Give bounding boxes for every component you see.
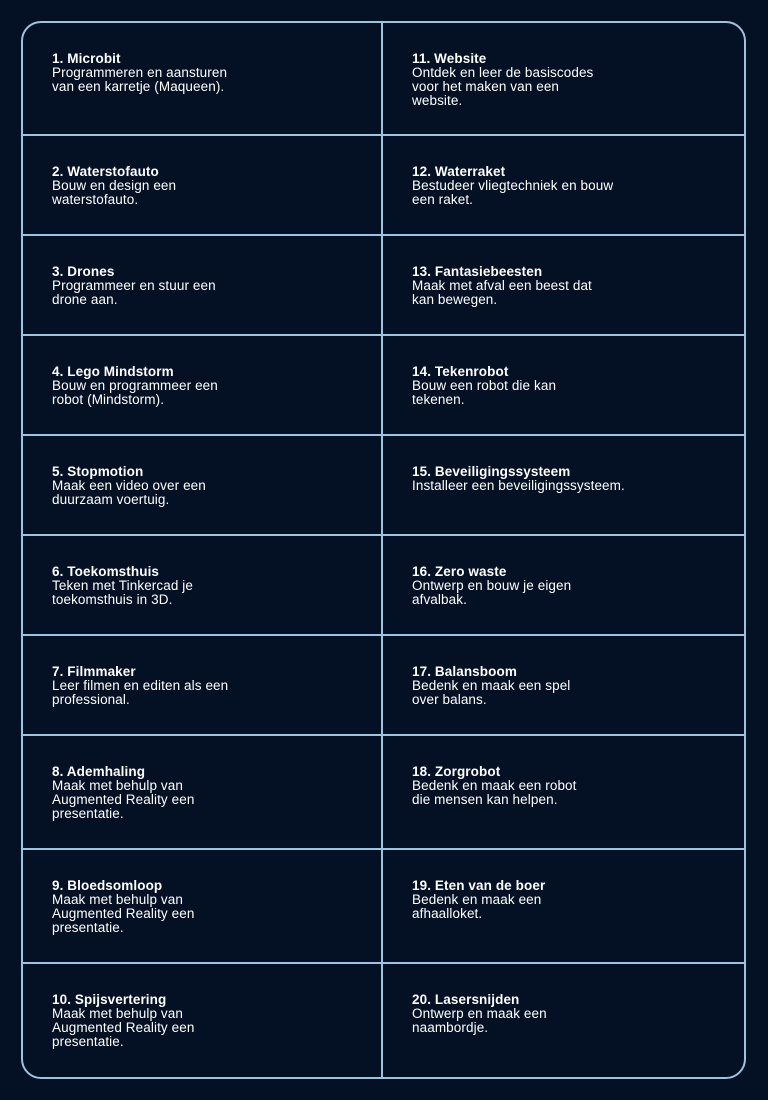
activity-description: Bestudeer vliegtechniek en bouw een raket. bbox=[412, 178, 614, 207]
activity-cell-18 bbox=[383, 736, 744, 850]
activity-cell-12 bbox=[383, 136, 744, 236]
activity-description: Ontwerp en bouw je eigen afvalbak. bbox=[412, 578, 572, 607]
activity-title: 13. Fantasiebeesten bbox=[412, 264, 543, 279]
activity-title: 11. Website bbox=[412, 51, 487, 66]
activity-cell-1 bbox=[23, 23, 383, 136]
activity-title: 17. Balansboom bbox=[412, 664, 517, 679]
activity-title: 5. Stopmotion bbox=[52, 464, 144, 479]
activity-title: 20. Lasersnijden bbox=[412, 992, 520, 1007]
activity-title: 16. Zero waste bbox=[412, 564, 507, 579]
activity-description: Bedenk en maak een robot die mensen kan helpen. bbox=[412, 778, 577, 807]
activity-cell-7 bbox=[23, 636, 383, 736]
activity-cell-9 bbox=[23, 850, 383, 964]
activity-description: Maak met behulp van Augmented Reality een presentatie. bbox=[52, 892, 195, 935]
activity-description: Maak met afval een beest dat kan bewegen. bbox=[412, 278, 592, 307]
activity-description: Maak met behulp van Augmented Reality een presentatie. bbox=[52, 778, 195, 821]
activity-title: 4. Lego Mindstorm bbox=[52, 364, 174, 379]
activity-cell-17 bbox=[383, 636, 744, 736]
activity-description: Ontwerp en maak een naambordje. bbox=[412, 1006, 547, 1035]
activity-description: Bouw en design een waterstofauto. bbox=[52, 178, 177, 207]
activity-description: Bedenk en maak een afhaalloket. bbox=[412, 892, 542, 921]
activity-cell-11 bbox=[383, 23, 744, 136]
activity-title: 7. Filmmaker bbox=[52, 664, 136, 679]
activity-title: 1. Microbit bbox=[52, 51, 121, 66]
activity-title: 19. Eten van de boer bbox=[412, 878, 546, 893]
activity-cell-20 bbox=[383, 964, 744, 1077]
activity-cell-15 bbox=[383, 436, 744, 536]
activity-description: Bouw een robot die kan tekenen. bbox=[412, 378, 557, 407]
activity-title: 18. Zorgrobot bbox=[412, 764, 501, 779]
activity-cell-3 bbox=[23, 236, 383, 336]
activity-cell-10 bbox=[23, 964, 383, 1077]
activity-title: 8. Ademhaling bbox=[52, 764, 146, 779]
activity-cell-4 bbox=[23, 336, 383, 436]
activity-description: Ontdek en leer de basiscodes voor het maken van een website. bbox=[412, 65, 594, 108]
activity-title: 3. Drones bbox=[52, 264, 115, 279]
activity-title: 15. Beveiligingssysteem bbox=[412, 464, 571, 479]
activity-description: Maak met behulp van Augmented Reality een presentatie. bbox=[52, 1006, 195, 1049]
activity-cell-16 bbox=[383, 536, 744, 636]
activity-title: 14. Tekenrobot bbox=[412, 364, 509, 379]
activity-cell-6 bbox=[23, 536, 383, 636]
activity-grid bbox=[21, 21, 746, 1079]
activity-cell-2 bbox=[23, 136, 383, 236]
activity-description: Installeer een beveiligingssysteem. bbox=[412, 478, 625, 493]
activity-description: Programmeer en stuur een drone aan. bbox=[52, 278, 216, 307]
activity-title: 9. Bloedsomloop bbox=[52, 878, 163, 893]
activity-cell-19 bbox=[383, 850, 744, 964]
activity-cell-13 bbox=[383, 236, 744, 336]
activity-title: 2. Waterstofauto bbox=[52, 164, 159, 179]
activity-title: 12. Waterraket bbox=[412, 164, 506, 179]
activity-title: 6. Toekomsthuis bbox=[52, 564, 160, 579]
activity-description: Leer filmen en editen als een professional. bbox=[52, 678, 229, 707]
activity-description: Teken met Tinkercad je toekomsthuis in 3D. bbox=[52, 578, 194, 607]
activity-cell-14 bbox=[383, 336, 744, 436]
activity-cell-8 bbox=[23, 736, 383, 850]
activity-description: Bouw en programmeer een robot (Mindstorm). bbox=[52, 378, 218, 407]
activity-cell-5 bbox=[23, 436, 383, 536]
activity-description: Programmeren en aansturen van een karretje (Maqueen). bbox=[52, 65, 228, 94]
activity-description: Maak een video over een duurzaam voertuig. bbox=[52, 478, 206, 507]
activity-description: Bedenk en maak een spel over balans. bbox=[412, 678, 571, 707]
activity-title: 10. Spijsvertering bbox=[52, 992, 167, 1007]
